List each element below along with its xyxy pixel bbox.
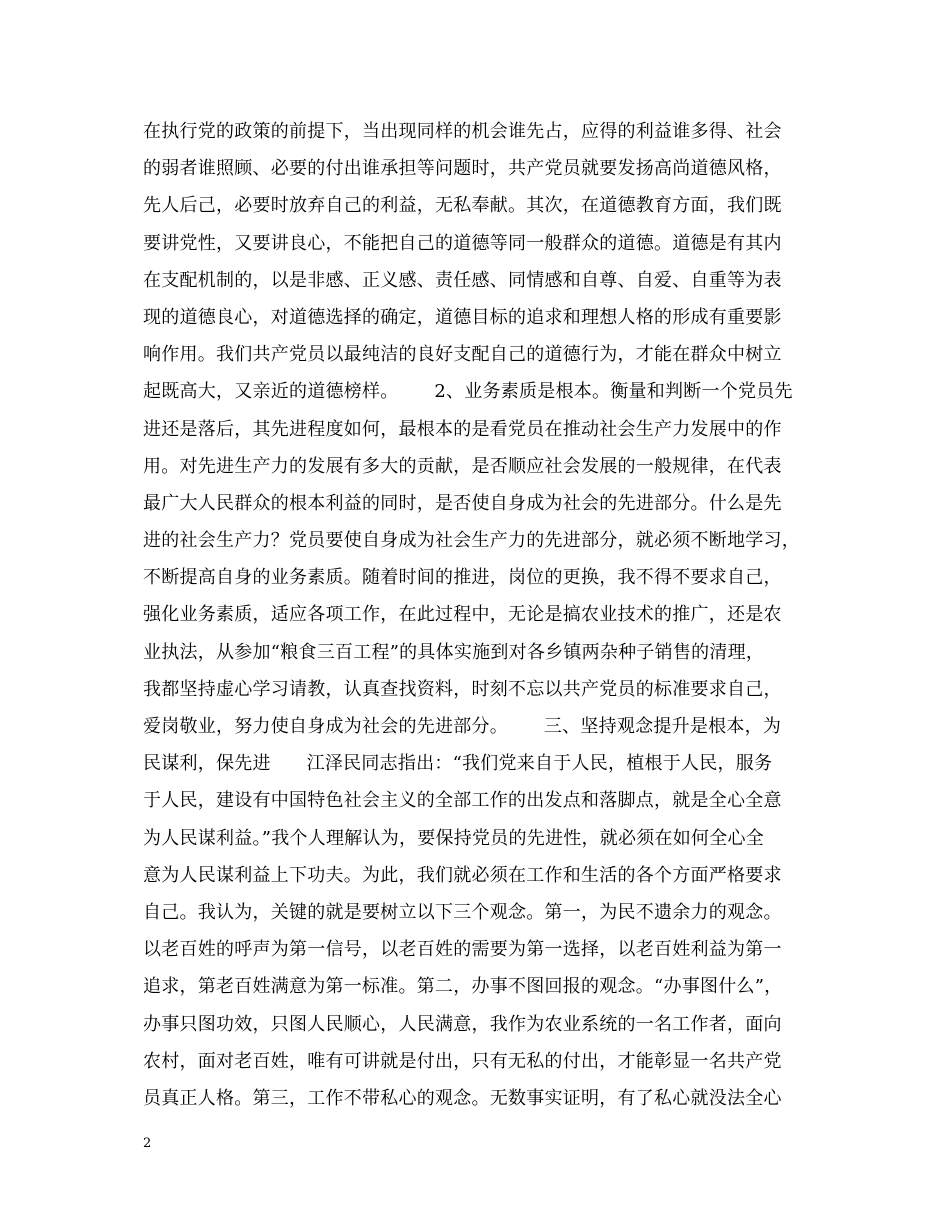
text-line: 为人民谋利益。”我个人理解认为，要保持党员的先进性，就必须在如何全心全 [143, 827, 764, 849]
text-line: 要讲党性，又要讲良心，不能把自己的道德等同一般群众的道德。道德是有其内 [143, 232, 782, 254]
text-line: 强化业务素质，适应各项工作，在此过程中，无论是搞农业技术的推广，还是农 [143, 604, 782, 626]
text-line: 起既高大，又亲近的道德榜样。 2、业务素质是根本。衡量和判断一个党员先 [143, 381, 793, 403]
body-text [143, 113, 843, 1117]
text-line: 不断提高自身的业务素质。随着时间的推进，岗位的更换，我不得不要求自己， [143, 567, 782, 589]
text-line: 在执行党的政策的前提下，当出现同样的机会谁先占，应得的利益谁多得、社会 [143, 121, 782, 142]
text-line: 员真正人格。第三，工作不带私心的观念。无数事实证明，有了私心就没法全心 [143, 1087, 782, 1109]
text-line: 办事只图功效，只图人民顺心，人民满意，我作为农业系统的一名工作者，面向 [143, 1013, 782, 1035]
text-line: 在支配机制的，以是非感、正义感、责任感、同情感和自尊、自爱、自重等为表 [143, 269, 782, 291]
text-line: 先人后己，必要时放弃自己的利益，无私奉献。其次，在道德教育方面，我们既 [143, 195, 782, 217]
text-line: 爱岗敬业，努力使自身成为社会的先进部分。 三、坚持观念提升是根本，为 [143, 716, 782, 737]
text-line: 进的社会生产力？党员要使自身成为社会生产力的先进部分，就必须不断地学习， [143, 530, 800, 552]
text-line: 用。对先进生产力的发展有多大的贡献，是否顺应社会发展的一般规律，在代表 [143, 455, 782, 477]
text-line: 民谋利，保先进 江泽民同志指出：“我们党来自于人民，植根于人民，服务 [143, 753, 773, 775]
text-line: 自己。我认为，关键的就是要树立以下三个观念。第一，为民不遗余力的观念。 [143, 901, 782, 923]
text-line: 最广大人民群众的根本利益的同时，是否使自身成为社会的先进部分。什么是先 [143, 492, 782, 514]
text-line: 追求，第老百姓满意为第一标准。第二，办事不图回报的观念。“办事图什么”， [143, 976, 783, 998]
text-line: 意为人民谋利益上下功夫。为此，我们就必须在工作和生活的各个方面严格要求 [143, 864, 782, 886]
text-line: 进还是落后，其先进程度如何，最根本的是看党员在推动社会生产力发展中的作 [143, 418, 782, 440]
text-line: 以老百姓的呼声为第一信号，以老百姓的需要为第一选择，以老百姓利益为第一 [143, 939, 782, 961]
text-line: 响作用。我们共产党员以最纯洁的良好支配自己的道德行为，才能在群众中树立 [143, 344, 782, 366]
text-line: 农村，面对老百姓，唯有可讲就是付出，只有无私的付出，才能彰显一名共产党 [143, 1050, 782, 1072]
text-line: 的弱者谁照顾、必要的付出谁承担等问题时，共产党员就要发扬高尚道德风格， [143, 158, 782, 180]
text-line: 业执法，从参加“粮食三百工程”的具体实施到对各乡镇两杂种子销售的清理， [143, 641, 765, 663]
text-line: 于人民，建设有中国特色社会主义的全部工作的出发点和落脚点，就是全心全意 [143, 790, 782, 812]
page-number: 2 [143, 1136, 152, 1151]
text-line: 现的道德良心，对道德选择的确定，道德目标的追求和理想人格的形成有重要影 [143, 306, 782, 328]
text-line: 我都坚持虚心学习请教，认真查找资料，时刻不忘以共产党员的标准要求自己， [143, 678, 782, 700]
